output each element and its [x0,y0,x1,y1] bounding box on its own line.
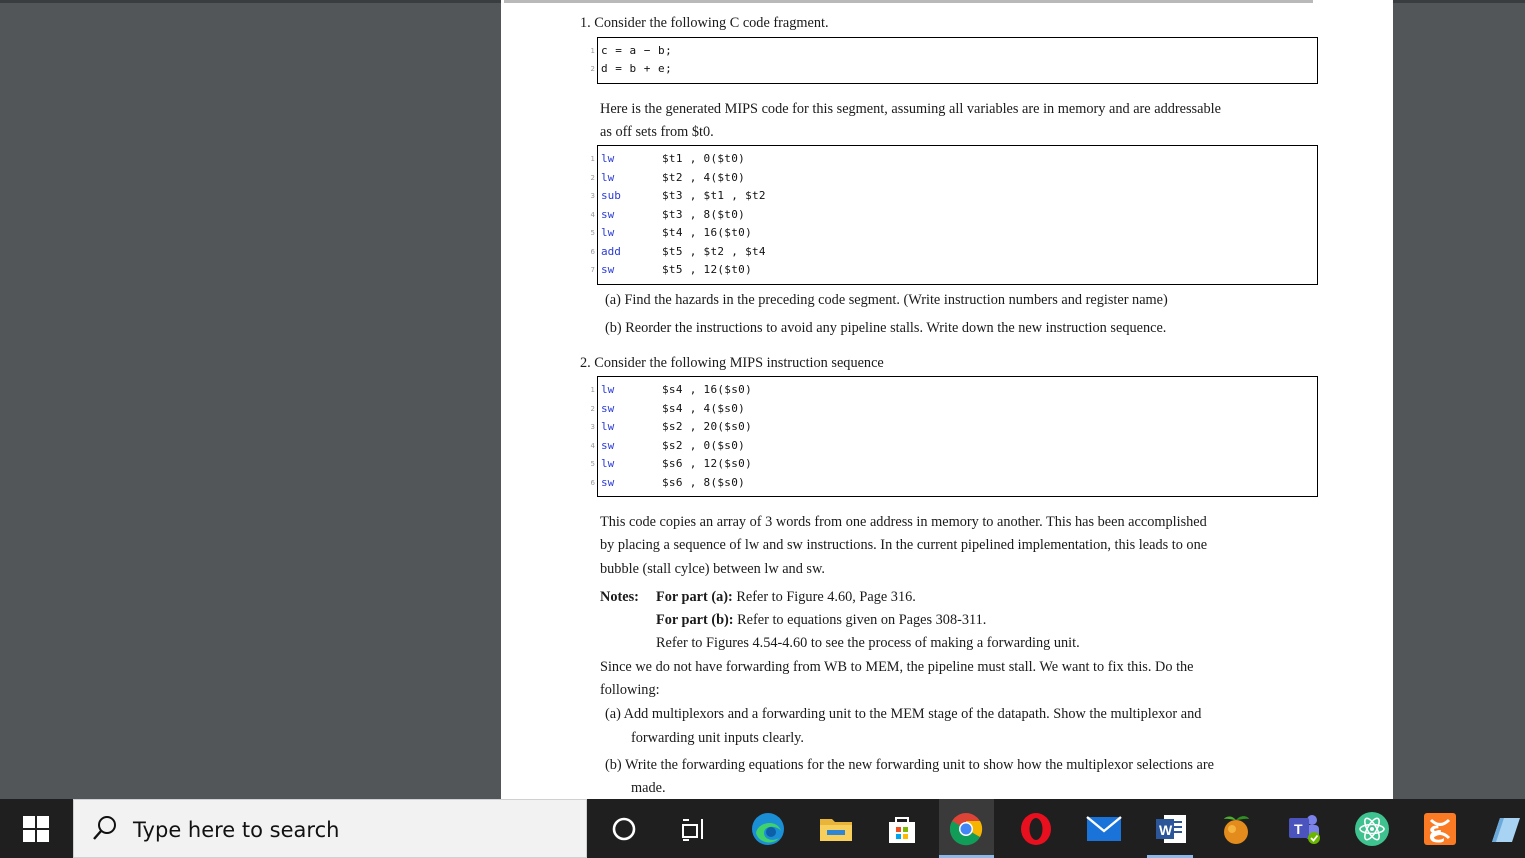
opcode: sw [601,263,615,276]
line-number: 1 [590,386,595,394]
note-1-label: For part (a): [656,589,733,605]
code-line [590,456,1317,472]
word-icon[interactable] [1150,808,1192,850]
line-number: 1 [590,47,595,55]
since-line2: following: [600,682,660,698]
code-line [590,225,1317,241]
q2-para-line2: by placing a sequence of lw and sw instructions. In the current pipelined implementation, this leads to one [600,537,1208,553]
opcode: add [601,244,621,258]
notes-label: Notes: [600,589,639,605]
line-number: 2 [590,404,595,413]
opcode: lw [601,226,615,239]
line-number: 1 [590,155,595,163]
task-view-icon[interactable] [674,808,716,850]
opcode: lw [601,170,615,184]
opcode: lw [601,457,615,470]
note-2 [656,612,986,628]
mail-icon[interactable] [1083,808,1125,850]
opera-icon[interactable] [1015,808,1057,850]
q2-part-b-line2: made. [631,780,666,796]
code-line [590,43,1317,59]
svg-text:W: W [1159,822,1173,838]
line-number: 5 [590,460,595,468]
code-line [590,382,1317,398]
code-text: d = b + e; [601,62,673,75]
svg-text:ع: ع [1428,818,1444,843]
line-number: 4 [590,441,595,450]
line-number: 5 [590,229,595,237]
code-text: c = a − b; [601,44,673,57]
teams-icon[interactable] [1284,808,1326,850]
code-line [590,61,1317,77]
line-number: 2 [590,173,595,182]
code-line [590,475,1317,491]
note-2-text: Refer to equations given on Pages 308-311. [733,612,987,628]
code-line [590,151,1317,167]
line-number: 6 [590,247,595,256]
search-placeholder: Type here to search [133,818,340,842]
operands: $t3 , 8($t0) [662,207,746,221]
notepad-icon[interactable] [1483,808,1525,850]
page-top-rule [504,0,1313,3]
code-line [590,401,1317,417]
windows-start-icon[interactable] [15,808,57,850]
since-line1: Since we do not have forwarding from WB to MEM, the pipeline must stall. We want to fix this. Do the [600,659,1194,675]
code-line [590,262,1317,278]
code-line [590,188,1317,204]
line-number: 3 [590,423,595,431]
c-code-listing [590,37,1318,84]
search-icon [91,814,119,847]
xampp-icon[interactable] [1419,808,1461,850]
q2-part-a-line1: (a) Add multiplexors and a forwarding unit to the MEM stage of the datapath. Show the multiplexor and [605,706,1202,722]
note-1-text: Refer to Figure 4.60, Page 316. [732,589,916,605]
edge-icon[interactable] [747,808,789,850]
line-number: 2 [590,65,595,73]
q2-para-line3: bubble (stall cylce) between lw and sw. [600,561,825,577]
q2-part-a-line2: forwarding unit inputs clearly. [631,730,804,746]
pdf-page [501,0,1393,799]
cortana-icon[interactable] [603,808,645,850]
q1-part-a: (a) Find the hazards in the preceding code segment. (Write instruction numbers and register name) [605,292,1168,308]
q1-heading: 1. Consider the following C code fragment. [580,15,829,31]
line-number: 6 [590,478,595,487]
opcode: lw [601,152,615,165]
note-2-label: For part (b): [656,612,734,628]
operands: $t5 , $t2 , $t4 [662,244,766,258]
line-number: 7 [590,266,595,274]
store-icon[interactable] [881,808,923,850]
mips-listing-2 [590,376,1318,497]
operands: $s6 , 12($s0) [662,457,752,470]
taskbar-search-box[interactable] [73,799,587,858]
atom-icon[interactable] [1351,808,1393,850]
chrome-icon[interactable] [945,808,987,850]
file-explorer-icon[interactable] [815,808,857,850]
operands: $s2 , 0($s0) [662,438,746,452]
q2-para-line1: This code copies an array of 3 words from one address in memory to another. This has been accomplished [600,514,1207,530]
opcode: sw [601,438,615,452]
operands: $s4 , 4($s0) [662,401,746,415]
operands: $t4 , 16($t0) [662,226,752,239]
opcode: sub [601,189,621,202]
code-line [590,244,1317,260]
q2-part-b-line1: (b) Write the forwarding equations for the new forwarding unit to show how the multiplexor selections are [605,757,1214,773]
svg-text:T: T [1294,821,1303,837]
operands: $s2 , 20($s0) [662,420,752,433]
operands: $t5 , 12($t0) [662,263,752,276]
operands: $s4 , 16($s0) [662,383,752,396]
note-1 [656,589,916,605]
fruit-app-icon[interactable] [1215,808,1257,850]
opcode: lw [601,420,615,433]
code-line [590,438,1317,454]
opcode: sw [601,207,615,221]
opcode: sw [601,475,615,489]
mips-listing-1 [590,145,1318,285]
q2-heading: 2. Consider the following MIPS instruction sequence [580,355,884,371]
windows-taskbar [0,799,1525,858]
code-line [590,207,1317,223]
q1-part-b: (b) Reorder the instructions to avoid any pipeline stalls. Write down the new instruction sequence. [605,320,1167,336]
operands: $t3 , $t1 , $t2 [662,189,766,202]
operands: $t1 , 0($t0) [662,152,746,165]
code-line [590,419,1317,435]
opcode: lw [601,383,615,396]
operands: $t2 , 4($t0) [662,170,746,184]
opcode: sw [601,401,615,415]
q1-intro-line2: as off sets from $t0. [600,124,714,140]
operands: $s6 , 8($s0) [662,475,746,489]
code-line [590,170,1317,186]
note-3: Refer to Figures 4.54-4.60 to see the process of making a forwarding unit. [656,635,1080,651]
line-number: 4 [590,210,595,219]
line-number: 3 [590,192,595,200]
q1-intro-line1: Here is the generated MIPS code for this segment, assuming all variables are in memory and are addressable [600,101,1221,117]
